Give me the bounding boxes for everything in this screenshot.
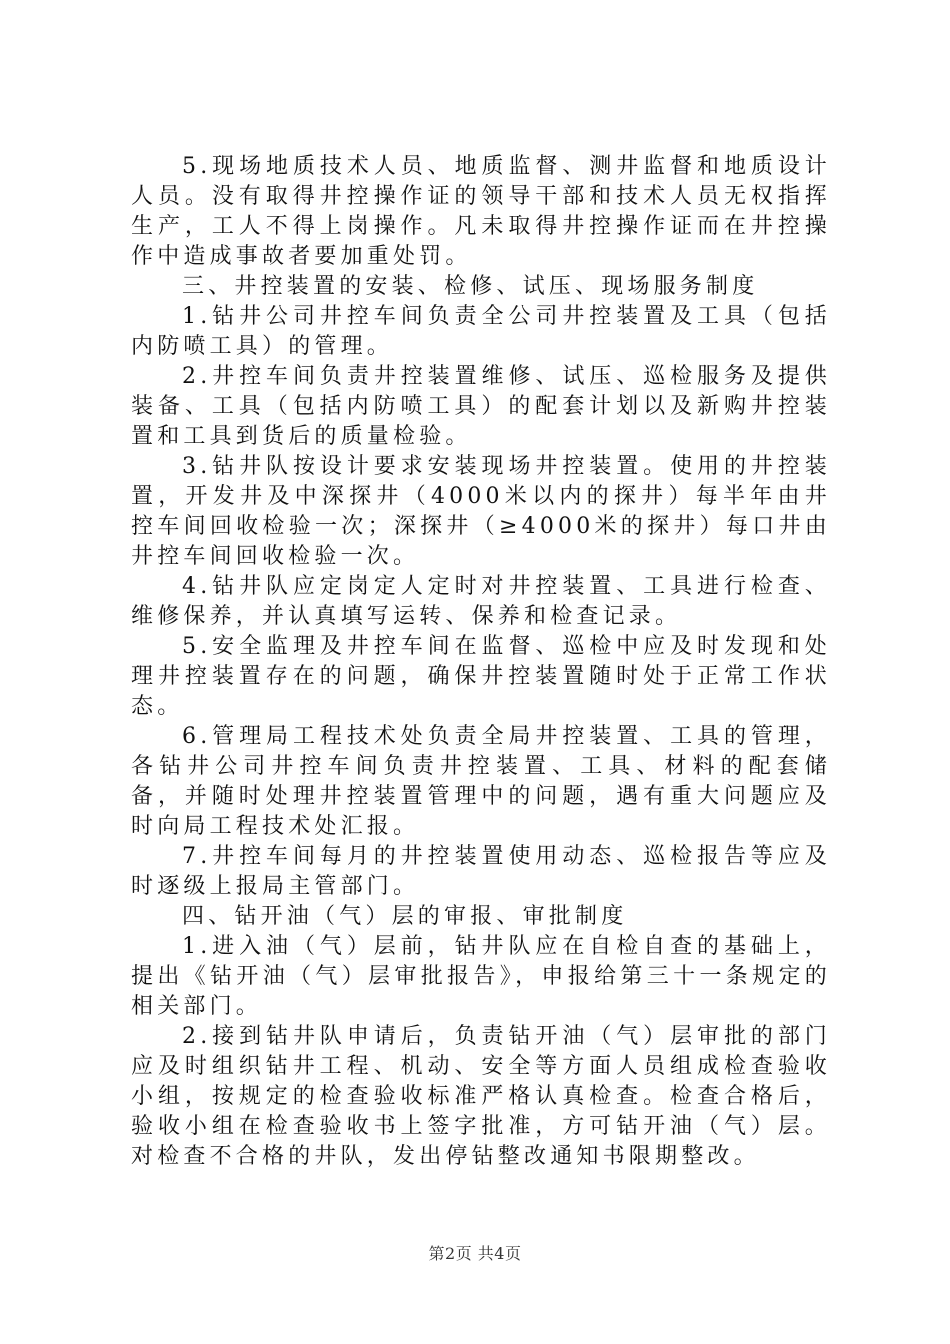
paragraph: 4.钻井队应定岗定人定时对井控装置、工具进行检查、维修保养，并认真填写运转、保养和检查记录。 [131,574,831,629]
paragraph: 1.钻井公司井控车间负责全公司井控装置及工具（包括内防喷工具）的管理。 [131,304,831,359]
paragraph: 5.现场地质技术人员、地质监督、测井监督和地质设计人员。没有取得井控操作证的领导干部和技术人员无权指挥生产，工人不得上岗操作。凡未取得井控操作证而在井控操作中造成事故者要加重处罚。 [131,154,831,269]
paragraph: 7.井控车间每月的井控装置使用动态、巡检报告等应及时逐级上报局主管部门。 [131,844,831,899]
page-number-footer: 第2页 共4页 [428,1244,522,1263]
paragraph: 5.安全监理及井控车间在监督、巡检中应及时发现和处理井控装置存在的问题，确保井控装置随时处于正常工作状态。 [131,634,831,719]
section-heading: 三、井控装置的安装、检修、试压、现场服务制度 [182,274,759,299]
paragraph: 1.进入油（气）层前，钻井队应在自检自查的基础上，提出《钻开油（气）层审批报告》，申报给第三十一条规定的相关部门。 [131,934,831,1019]
paragraph: 2.井控车间负责井控装置维修、试压、巡检服务及提供装备、工具（包括内防喷工具）的配套计划以及新购井控装置和工具到货后的质量检验。 [131,364,831,449]
section-heading: 四、钻开油（气）层的审报、审批制度 [182,904,628,929]
paragraph: 2.接到钻井队申请后，负责钻开油（气）层审批的部门应及时组织钻井工程、机动、安全等方面人员组成检查验收小组，按规定的检查验收标准严格认真检查。检查合格后，验收小组在检查验收书上签字批准，方可钻开油（气）层。对检查不合格的井队，发出停钻整改通知书限期整改。 [131,1024,831,1169]
paragraph: 3.钻井队按设计要求安装现场井控装置。使用的井控装置，开发井及中深探井（4000米以内的探井）每半年由井控车间回收检验一次；深探井（≥4000米的探井）每口井由井控车间回收检验一次。 [131,454,831,569]
document-body [131,152,831,1172]
paragraph: 6.管理局工程技术处负责全局井控装置、工具的管理，各钻井公司井控车间负责井控装置、工具、材料的配套储备，并随时处理井控装置管理中的问题，遇有重大问题应及时向局工程技术处汇报。 [131,724,831,839]
